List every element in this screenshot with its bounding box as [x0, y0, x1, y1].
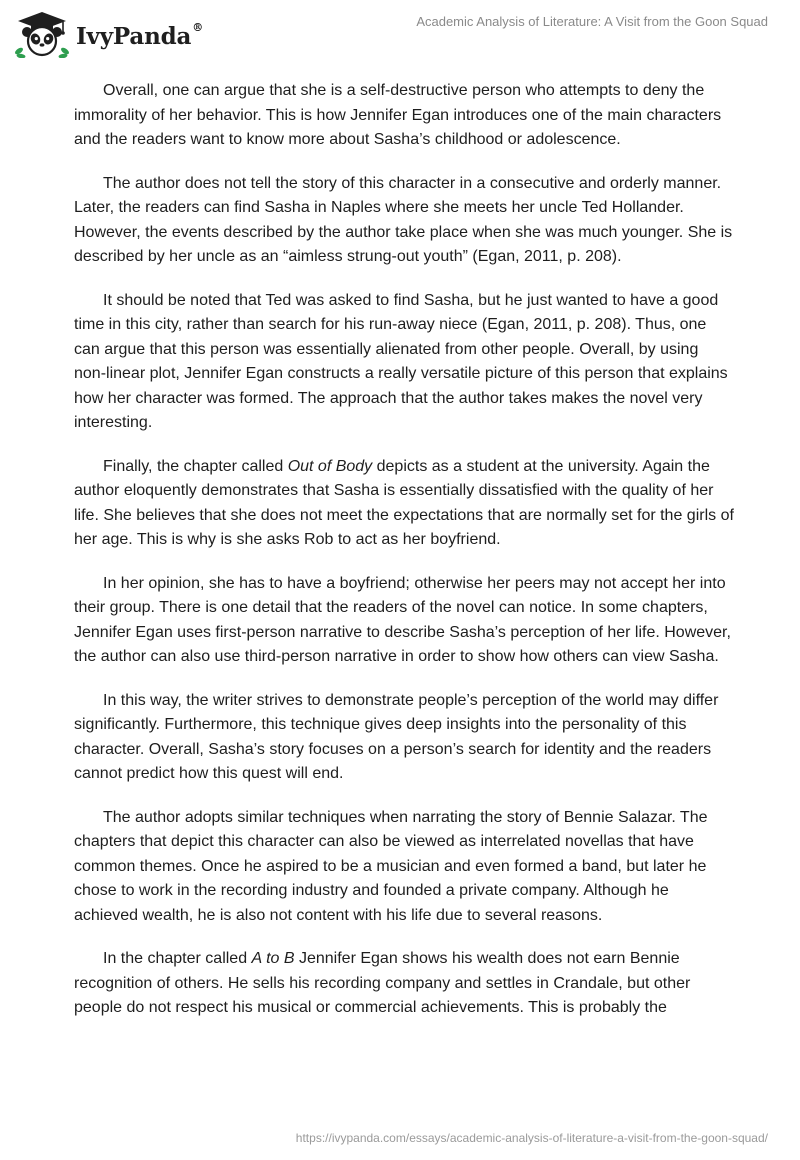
paragraph-text: In the chapter called [103, 950, 252, 967]
paragraph [74, 455, 734, 553]
chapter-title: Out of Body [287, 457, 373, 475]
source-url[interactable]: https://ivypanda.com/essays/academic-analysis-of-literature-a-visit-from-the-goon-squad/ [295, 1131, 768, 1145]
panda-graduate-icon [14, 10, 70, 58]
paragraph-text: depicts as a student at the university. Again the author eloquently demonstrates that Sasha is essentially dissatisfied with the quality of her life. She believes that she does not meet the expectations that are normally set for the girls of her age. This is why is she asks Rob to act as her boyfriend. [74, 457, 734, 548]
paragraph: In this way, the writer strives to demonstrate people’s perception of the world may differ significantly. Furthermore, this technique gives deep insights into the personality of this character. Overall, Sasha’s story focuses on a person’s search for identity and the readers cannot predict how this quest will end. [74, 691, 719, 782]
document-title: Academic Analysis of Literature: A Visit from the Goon Squad [416, 14, 768, 29]
paragraph: The author does not tell the story of this character in a consecutive and orderly manner. Later, the readers can find Sasha in Naples where she meets her uncle Ted Hollander. However, the events described by the author take place when she was much younger. She is described by her uncle as an “aimless strung-out youth” (Egan, 2011, p. 208). [74, 174, 733, 265]
paragraph: It should be noted that Ted was asked to find Sasha, but he just wanted to have a good time in this city, rather than search for his run-away niece (Egan, 2011, p. 208). Thus, one can argue that this person was essentially alienated from other people. Overall, by using non-linear plot, Jennifer Egan constructs a really versatile picture of this person that explains how her character was formed. The approach that the author takes makes the novel very interesting. [74, 291, 728, 431]
paragraph: Overall, one can argue that she is a self-destructive person who attempts to deny the immorality of her behavior. This is how Jennifer Egan introduces one of the main characters and the readers want to know more about Sasha’s childhood or adolescence. [74, 82, 722, 148]
paragraph [74, 947, 734, 1021]
logo-wordmark: IvyPanda® [76, 20, 203, 50]
chapter-title: A to B [251, 950, 295, 967]
ivypanda-logo[interactable] [14, 10, 203, 58]
paragraph-text: Jennifer Egan shows his wealth does not earn Bennie recognition of others. He sells his recording company and settles in Crandale, but other people do not respect his musical or commercial achievements. This is probably the [74, 950, 691, 1016]
registered-mark: ® [192, 20, 203, 34]
paragraph: The author adopts similar techniques when narrating the story of Bennie Salazar. The chapters that depict this character can also be viewed as interrelated novellas that have common themes. Once he aspired to be a musician and even formed a band, but later he chose to work in the recording industry and founded a private company. Although he achieved wealth, he is also not content with his life due to several reasons. [74, 808, 708, 924]
paragraph-text: Finally, the chapter called [103, 457, 288, 475]
paragraph: In her opinion, she has to have a boyfriend; otherwise her peers may not accept her into their group. There is one detail that the readers of the novel can notice. In some chapters, Jennifer Egan uses first-person narrative to describe Sasha’s perception of her life. However, the author can also use third-person narrative in order to show how others can view Sasha. [74, 574, 731, 665]
essay-body [74, 79, 734, 1040]
page-header [0, 0, 800, 70]
